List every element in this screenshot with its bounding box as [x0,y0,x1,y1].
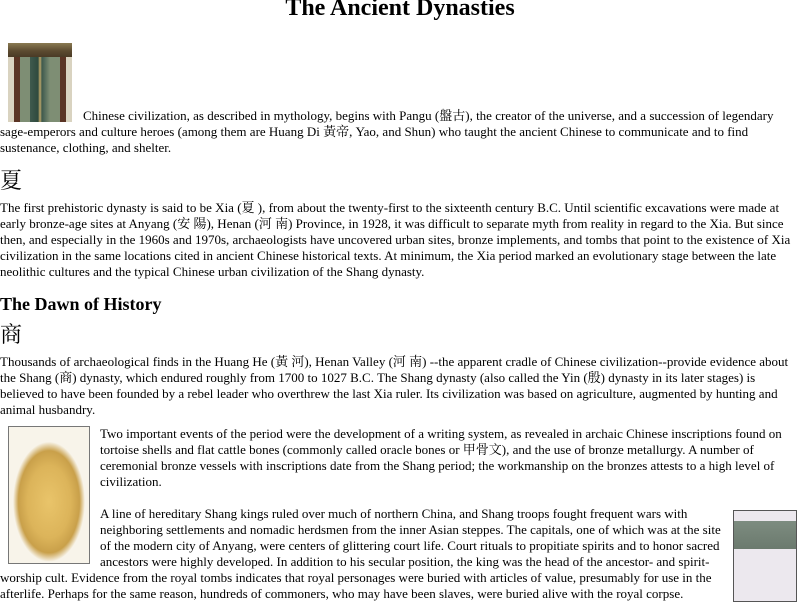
shang-paragraph-1: Thousands of archaeological finds in the Huang He (黃 河), Henan Valley (河 南) --the apparent cradle of Chinese civilization--provide evidence about the Shang (商) dynasty, which endured roughly from 1700 to 1027 B.C. The Shang dynasty (also called the Yin (殷) dynasty in its later stages) is believed to have been founded by a rebel leader who overthrew the last Xia ruler. Its civilization was based on agriculture, augmented by hunting and animal husbandry. [0,354,789,417]
oracle-bone-image [8,426,90,564]
shang-paragraph-2: Two important events of the period were the development of a writing system, as revealed in archaic Chinese inscriptions found on tortoise shells and flat cattle bones (commonly called oracle bones or 甲骨文), and the use of bronze metallurgy. A number of ceremonial bronze vessels with inscriptions date from the Shang period; the workmanship on the bronzes attests to a high level of civilization. [100,426,782,489]
intro-paragraph: Chinese civilization, as described in mythology, begins with Pangu (盤古), the creator of the universe, and a succession of legendary sage-emperors and culture heroes (among them are Huang Di 黃帝, Yao, and Shun) who taught the ancient Chinese to communicate and to find sustenance, clothing, and shelter. [0,108,774,155]
bronze-vessel-image [733,510,797,602]
xia-paragraph: The first prehistoric dynasty is said to be Xia (夏 ), from about the twenty-first to the sixteenth century B.C. Until scientific excavations were made at early bronze-age sites at Anyang (安 陽), Henan (河 南) Province, in 1928, it was difficult to separate myth from reality in regard to the Xia. But since then, and especially in the 1960s and 1970s, archaeologists have uncovered urban sites, bronze implements, and tombs that point to the existence of Xia civilization in the same locations cited in ancient Chinese historical texts. At minimum, the Xia period marked an evolutionary stage between the late neolithic cultures and the typical Chinese urban civilization of the Shang dynasty. [0,200,791,279]
shang-paragraph-3: A line of hereditary Shang kings ruled over much of northern China, and Shang troops fought frequent wars with neighboring settlements and nomadic herdsmen from the inner Asian steppes. The capitals, one of which was at the site of the modern city of Anyang, were centers of glittering court life. Court rituals to propitiate spirits and to honor sacred ancestors were highly developed. In addition to his secular position, the king was the head of the ancestor- and spirit-worship cult. Evidence from the royal tombs indicates that royal personages were buried with articles of value, presumably for use in the afterlife. Perhaps for the same reason, hundreds of commoners, who may have been slaves, were buried alive with the royal corpse. [0,506,721,601]
shang-glyph-heading: 商 [0,323,23,348]
xia-glyph-heading: 夏 [0,169,23,194]
intro-section [0,43,800,156]
section-heading-dawn-of-history: The Dawn of History [0,294,162,314]
temple-image [8,43,72,122]
page-title: The Ancient Dynasties [285,0,515,21]
